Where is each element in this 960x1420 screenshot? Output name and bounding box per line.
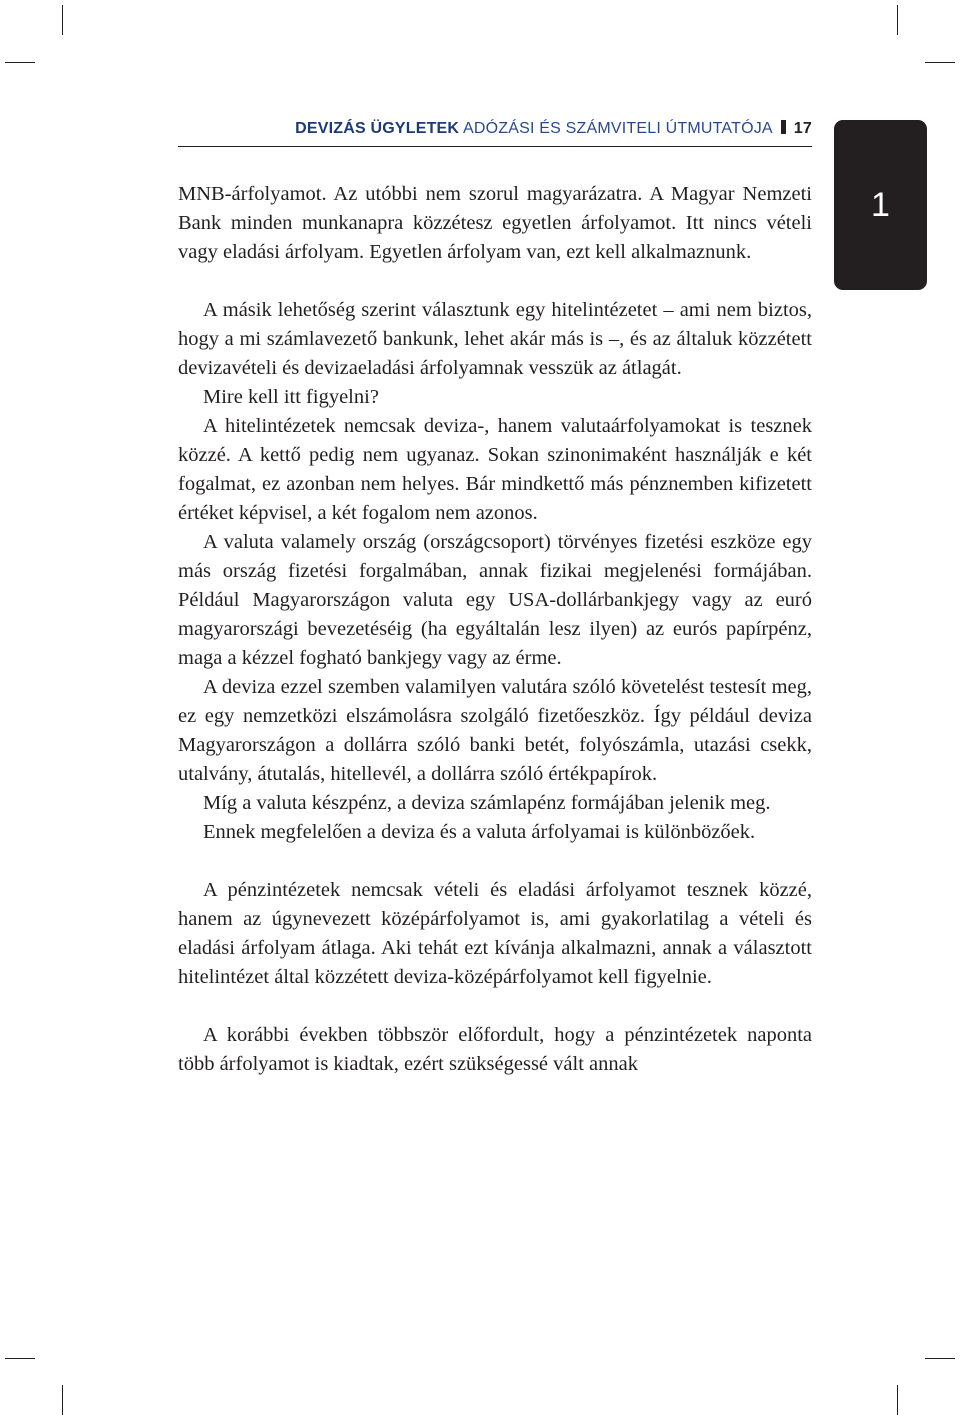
paragraph-gap	[178, 847, 812, 876]
crop-mark-top-left-h	[5, 62, 35, 63]
crop-mark-top-right-h	[925, 62, 955, 63]
crop-mark-top-right	[897, 5, 898, 35]
chapter-tab: 1	[834, 120, 927, 290]
paragraph-3: Mire kell itt figyelni?	[203, 386, 379, 408]
paragraph-8: Ennek megfelelően a deviza és a valuta árfolyamai is különbözőek.	[203, 821, 756, 843]
paragraph-2: A másik lehetőség szerint választunk egy hitelintézetet – ami nem biztos, hogy a mi számlavezető bankunk, lehet akár más is –, és az általuk közzétett devizavételi és devizaeladási árfolyamnak vesszük az átlagát.	[178, 299, 812, 379]
paragraph-9: A pénzintézetek nemcsak vételi és eladási árfolyamot tesznek közzé, hanem az úgynevezett középárfolyamot is, ami gyakorlatilag a vételi és eladási árfolyam átlaga. Aki tehát ezt kívánja alkalmazni, annak a választott hitelintézet által közzétett deviza-középárfolyamot kell figyelnie.	[178, 879, 812, 988]
header-title-light: ADÓZÁSI ÉS SZÁMVITELI ÚTMUTATÓJA	[462, 120, 773, 137]
paragraph-10: A korábbi években többször előfordult, hogy a pénzintézetek naponta több árfolyamot is kiadtak, ezért szükségessé vált annak	[178, 1024, 812, 1075]
header-separator	[781, 120, 786, 134]
body-text	[178, 180, 812, 1079]
paragraph-7: Míg a valuta készpénz, a deviza számlapénz formájában jelenik meg.	[203, 792, 771, 814]
crop-mark-top-left	[62, 5, 63, 35]
running-header	[178, 118, 812, 140]
paragraph-1: MNB-árfolyamot. Az utóbbi nem szorul magyarázatra. A Magyar Nemzeti Bank minden munkanapra közzétesz egyetlen árfolyamot. Itt nincs vételi vagy eladási árfolyam. Egyetlen árfolyam van, ezt kell alkalmaznunk.	[178, 183, 812, 263]
paragraph-4: A hitelintézetek nemcsak deviza-, hanem valutaárfolyamokat is tesznek közzé. A kettő pedig nem ugyanaz. Sokan szinonimaként használják e két fogalmat, ez azonban nem helyes. Bár mindkettő más pénznemben kifizetett értéket képvisel, a két fogalom nem azonos.	[178, 415, 812, 524]
page-number: 17	[793, 120, 812, 137]
crop-mark-bottom-left-h	[5, 1358, 35, 1359]
header-title-bold: DEVIZÁS ÜGYLETEK	[295, 120, 460, 137]
paragraph-gap	[178, 992, 812, 1021]
crop-mark-bottom-right-h	[925, 1358, 955, 1359]
crop-mark-bottom-left	[62, 1385, 63, 1415]
header-rule	[178, 146, 812, 147]
paragraph-gap	[178, 267, 812, 296]
paragraph-6: A deviza ezzel szemben valamilyen valutára szóló követelést testesít meg, ez egy nemzetközi elszámolásra szolgáló fizetőeszköz. Így például deviza Magyarországon a dollárra szóló banki betét, folyószámla, utazási csekk, utalvány, átutalás, hitellevél, a dollárra szóló értékpapírok.	[178, 676, 812, 785]
crop-mark-bottom-right	[897, 1385, 898, 1415]
paragraph-5: A valuta valamely ország (országcsoport) törvényes fizetési eszköze egy más ország fizetési forgalmában, annak fizikai megjelenési formájában. Például Magyarországon valuta egy USA-dollárbankjegy vagy az euró magyarországi bevezetéséig (ha egyáltalán lesz ilyen) az eurós papírpénz, maga a kézzel fogható bankjegy vagy az érme.	[178, 531, 812, 669]
